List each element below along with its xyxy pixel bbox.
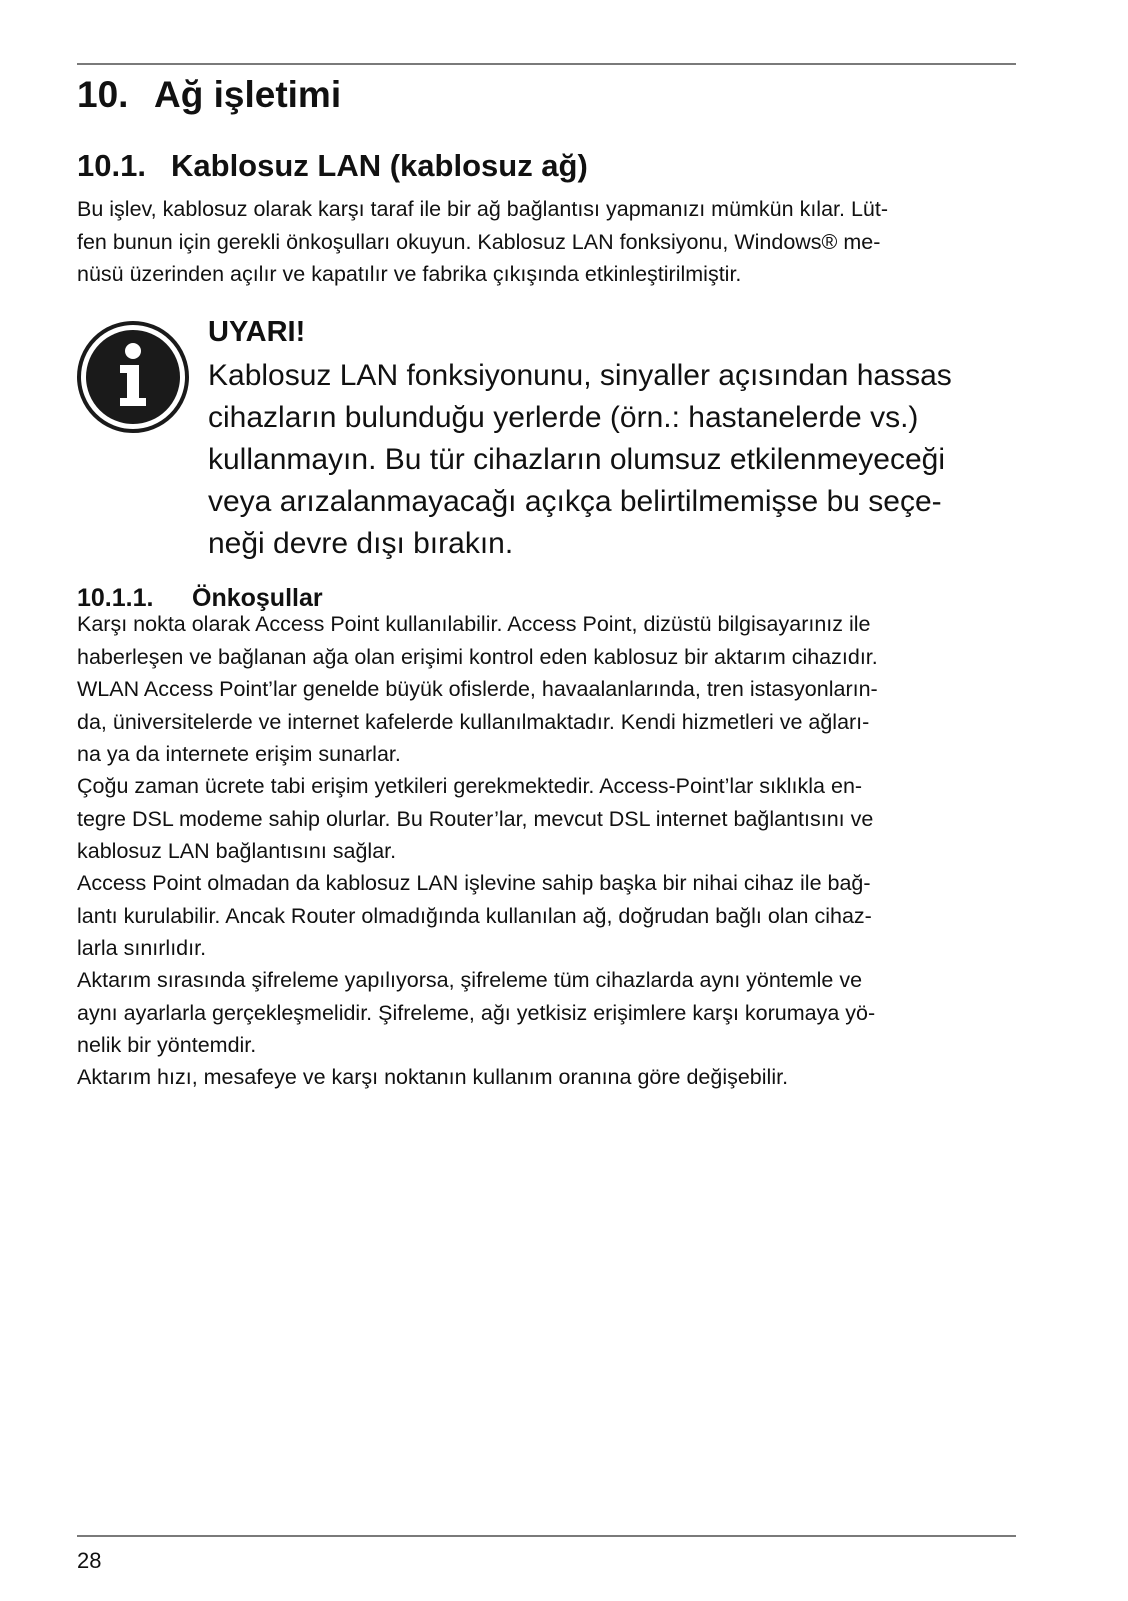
chapter-number: 10. <box>77 74 129 115</box>
subsection-number: 10.1.1. <box>77 584 154 612</box>
subsection-title: Önkoşullar <box>192 584 323 612</box>
body-line: da, üniversitelerde ve internet kafelerde kullanılmaktadır. Kendi hizmetleri ve ağları- <box>77 709 870 734</box>
body-paragraph <box>77 867 1017 965</box>
bottom-divider <box>77 1535 1016 1537</box>
body-paragraph <box>77 673 1017 771</box>
warning-line: cihazların bulunduğu yerlerde (örn.: hastanelerde vs.) <box>208 401 919 434</box>
body-line: nelik bir yöntemdir. <box>77 1033 257 1057</box>
body-paragraph <box>77 964 1017 1062</box>
warning-line: kullanmayın. Bu tür cihazların olumsuz etkilenmeyeceği <box>208 443 946 476</box>
body-line: larla sınırlıdır. <box>77 936 207 960</box>
info-icon <box>76 320 190 434</box>
body-line: kablosuz LAN bağlantısını sağlar. <box>77 839 397 863</box>
intro-line: Bu işlev, kablosuz olarak karşı taraf ile bir ağ bağlantısı yapmanızı mümkün kılar. Lüt- <box>77 197 888 221</box>
section-heading <box>77 145 588 187</box>
body-line: na ya da internete erişim sunarlar. <box>77 742 401 766</box>
chapter-heading <box>77 70 341 120</box>
chapter-title: Ağ işletimi <box>154 74 342 115</box>
body-paragraph <box>77 770 1017 868</box>
intro-line: nüsü üzerinden açılır ve kapatılır ve fabrika çıkışında etkinleştirilmiştir. <box>77 262 742 286</box>
warning-line: neği devre dışı bırakın. <box>208 527 514 560</box>
body-line: Aktarım hızı, mesafeye ve karşı noktanın kullanım oranına göre değişebilir. <box>77 1065 789 1089</box>
section-number: 10.1. <box>77 148 146 183</box>
body-line: Çoğu zaman ücrete tabi erişim yetkileri gerekmektedir. Access-Point’lar sıklıkla en- <box>77 774 863 798</box>
page-number: 28 <box>77 1548 102 1573</box>
warning-line: Kablosuz LAN fonksiyonunu, sinyaller açısından hassas <box>208 359 952 392</box>
body-line: lantı kurulabilir. Ancak Router olmadığında kullanılan ağ, doğrudan bağlı olan cihaz- <box>77 903 872 928</box>
body-line: Aktarım sırasında şifreleme yapılıyorsa, şifreleme tüm cihazlarda aynı yöntemle ve <box>77 968 863 992</box>
warning-line: veya arızalanmayacağı açıkça belirtilmemişse bu seçe- <box>208 485 942 518</box>
body-line: WLAN Access Point’lar genelde büyük ofislerde, havaalanlarında, tren istasyonların- <box>77 677 878 701</box>
warning-text <box>208 355 1018 565</box>
body-line: tegre DSL modeme sahip olurlar. Bu Router’lar, mevcut DSL internet bağlantısını ve <box>77 806 874 831</box>
intro-line: fen bunun için gerekli önkoşulları okuyun. Kablosuz LAN fonksiyonu, Windows® me- <box>77 229 881 254</box>
warning-title: UYARI! <box>208 316 306 348</box>
body-paragraph <box>77 608 1017 673</box>
body-line: Access Point olmadan da kablosuz LAN işlevine sahip başka bir nihai cihaz ile bağ- <box>77 871 871 895</box>
intro-paragraph <box>77 193 1017 291</box>
top-divider <box>77 63 1016 65</box>
body-line: haberleşen ve bağlanan ağa olan erişimi kontrol eden kablosuz bir aktarım cihazıdır. <box>77 644 878 669</box>
body-line: Karşı nokta olarak Access Point kullanılabilir. Access Point, dizüstü bilgisayarınız ile <box>77 612 871 636</box>
section-title: Kablosuz LAN (kablosuz ağ) <box>171 148 588 183</box>
body-line: aynı ayarlarla gerçekleşmelidir. Şifreleme, ağı yetkisiz erişimlere karşı korumaya yö- <box>77 1000 876 1025</box>
body-paragraph <box>77 1061 1017 1094</box>
